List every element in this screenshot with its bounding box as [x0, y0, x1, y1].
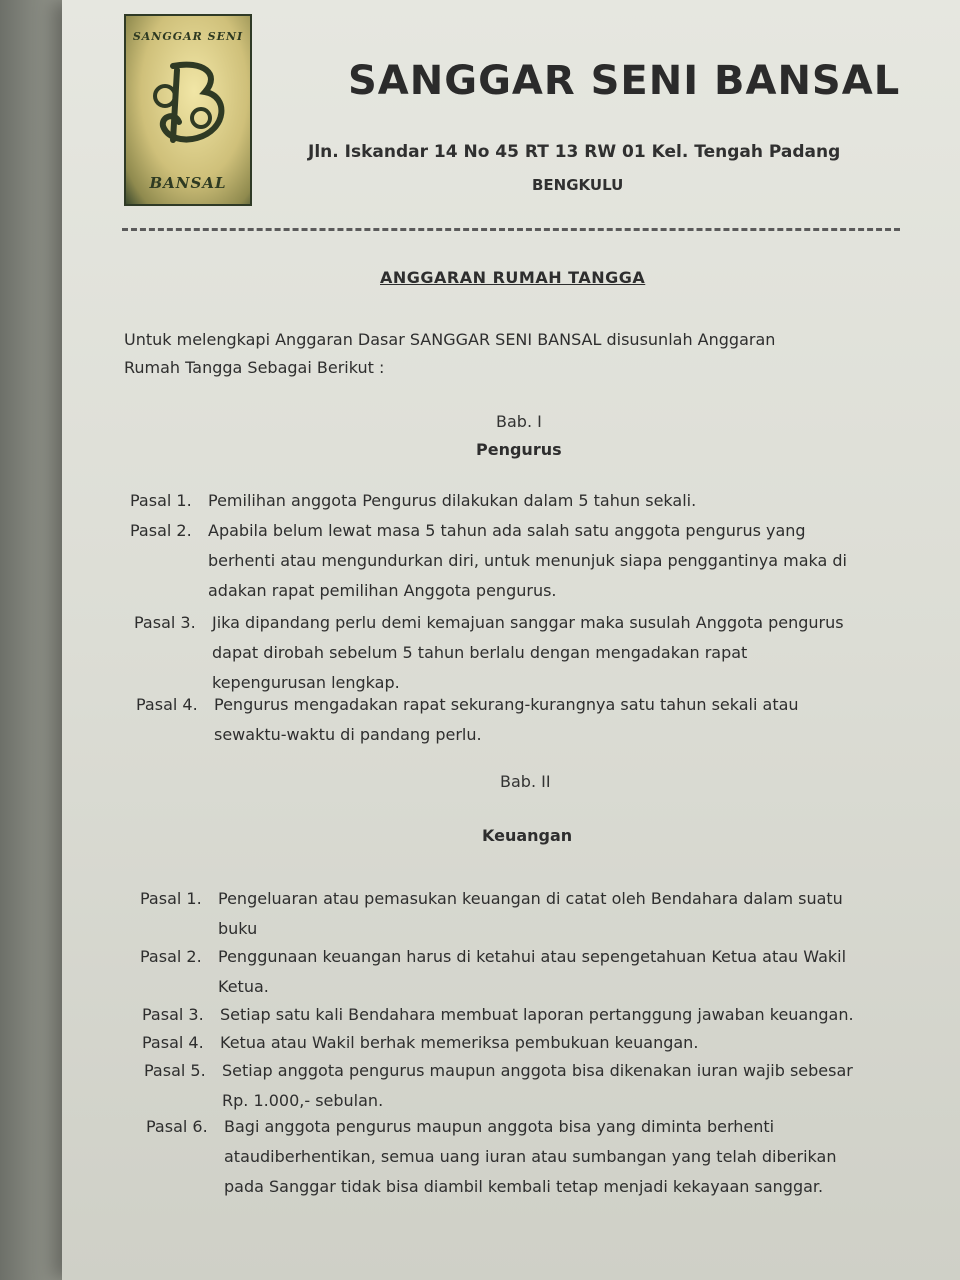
pasal-label: Pasal 5. [144, 1061, 206, 1080]
bab-2-pasal-4 [142, 1028, 698, 1058]
pasal-text: Pengurus mengadakan rapat sekurang-kurangnya satu tahun sekali atau [214, 695, 799, 714]
bab-2-pasal-2 [140, 942, 846, 1002]
pasal-label: Pasal 1. [140, 889, 202, 908]
document-page [62, 0, 960, 1280]
bab-1-number: Bab. I [496, 412, 542, 431]
pasal-text: adakan rapat pemilihan Anggota pengurus. [208, 581, 557, 600]
organization-city: BENGKULU [532, 176, 624, 194]
pasal-text: Ketua. [218, 977, 269, 996]
header-divider [122, 228, 900, 231]
organization-name: SANGGAR SENI BANSAL [348, 58, 901, 104]
pasal-text: kepengurusan lengkap. [212, 673, 400, 692]
bab-1-pasal-4 [136, 690, 799, 750]
intro-line: Rumah Tangga Sebagai Berikut : [124, 358, 385, 377]
pasal-text: dapat dirobah sebelum 5 tahun berlalu dengan mengadakan rapat [212, 643, 748, 662]
pasal-label: Pasal 2. [140, 947, 202, 966]
pasal-text: Setiap satu kali Bendahara membuat laporan pertanggung jawaban keuangan. [220, 1005, 854, 1024]
pasal-text: Pengeluaran atau pemasukan keuangan di catat oleh Bendahara dalam suatu [218, 889, 843, 908]
pasal-label: Pasal 2. [130, 521, 192, 540]
bab-1-pasal-3 [134, 608, 844, 698]
bab-2-pasal-3 [142, 1000, 854, 1030]
bab-2-title: Keuangan [482, 826, 573, 845]
intro-paragraph [124, 326, 894, 382]
pasal-label: Pasal 3. [134, 613, 196, 632]
organization-address: Jln. Iskandar 14 No 45 RT 13 RW 01 Kel. Tengah Padang [308, 142, 841, 162]
intro-line: Untuk melengkapi Anggaran Dasar SANGGAR SENI BANSAL disusunlah Anggaran [124, 330, 776, 349]
logo-bottom-text: BANSAL [149, 174, 227, 192]
pasal-text: Rp. 1.000,- sebulan. [222, 1091, 384, 1110]
pasal-text: Setiap anggota pengurus maupun anggota bisa dikenakan iuran wajib sebesar [222, 1061, 853, 1080]
pasal-text: Pemilihan anggota Pengurus dilakukan dalam 5 tahun sekali. [208, 491, 697, 510]
bab-1-title: Pengurus [476, 440, 562, 459]
pasal-text: ataudiberhentikan, semua uang iuran atau sumbangan yang telah diberikan [224, 1147, 837, 1166]
bab-2-pasal-1 [140, 884, 843, 944]
pasal-text: berhenti atau mengundurkan diri, untuk menunjuk siapa penggantinya maka di [208, 551, 847, 570]
pasal-text: Penggunaan keuangan harus di ketahui atau sepengetahuan Ketua atau Wakil [218, 947, 847, 966]
bab-2-number: Bab. II [500, 772, 551, 791]
sanggar-logo [124, 14, 252, 206]
bab-2-pasal-6 [146, 1112, 836, 1202]
bab-1-pasal-2 [130, 516, 847, 606]
logo-top-text: SANGGAR SENI [132, 30, 244, 43]
pasal-text: Ketua atau Wakil berhak memeriksa pembukuan keuangan. [220, 1033, 699, 1052]
bab-2-pasal-5 [144, 1056, 853, 1116]
pasal-label: Pasal 1. [130, 491, 192, 510]
pasal-label: Pasal 3. [142, 1005, 204, 1024]
bab-1-pasal-1 [130, 486, 696, 516]
pasal-text: sewaktu-waktu di pandang perlu. [214, 725, 482, 744]
pasal-label: Pasal 4. [136, 695, 198, 714]
pasal-text: Apabila belum lewat masa 5 tahun ada salah satu anggota pengurus yang [208, 521, 806, 540]
pasal-text: pada Sanggar tidak bisa diambil kembali tetap menjadi kekayaan sanggar. [224, 1177, 824, 1196]
document-title: ANGGARAN RUMAH TANGGA [380, 268, 646, 287]
pasal-text: Bagi anggota pengurus maupun anggota bisa yang diminta berhenti [224, 1117, 775, 1136]
monogram-b-icon [143, 56, 233, 156]
pasal-text: buku [218, 919, 258, 938]
pasal-label: Pasal 6. [146, 1117, 208, 1136]
pasal-text: Jika dipandang perlu demi kemajuan sanggar maka susulah Anggota pengurus [212, 613, 844, 632]
pasal-label: Pasal 4. [142, 1033, 204, 1052]
